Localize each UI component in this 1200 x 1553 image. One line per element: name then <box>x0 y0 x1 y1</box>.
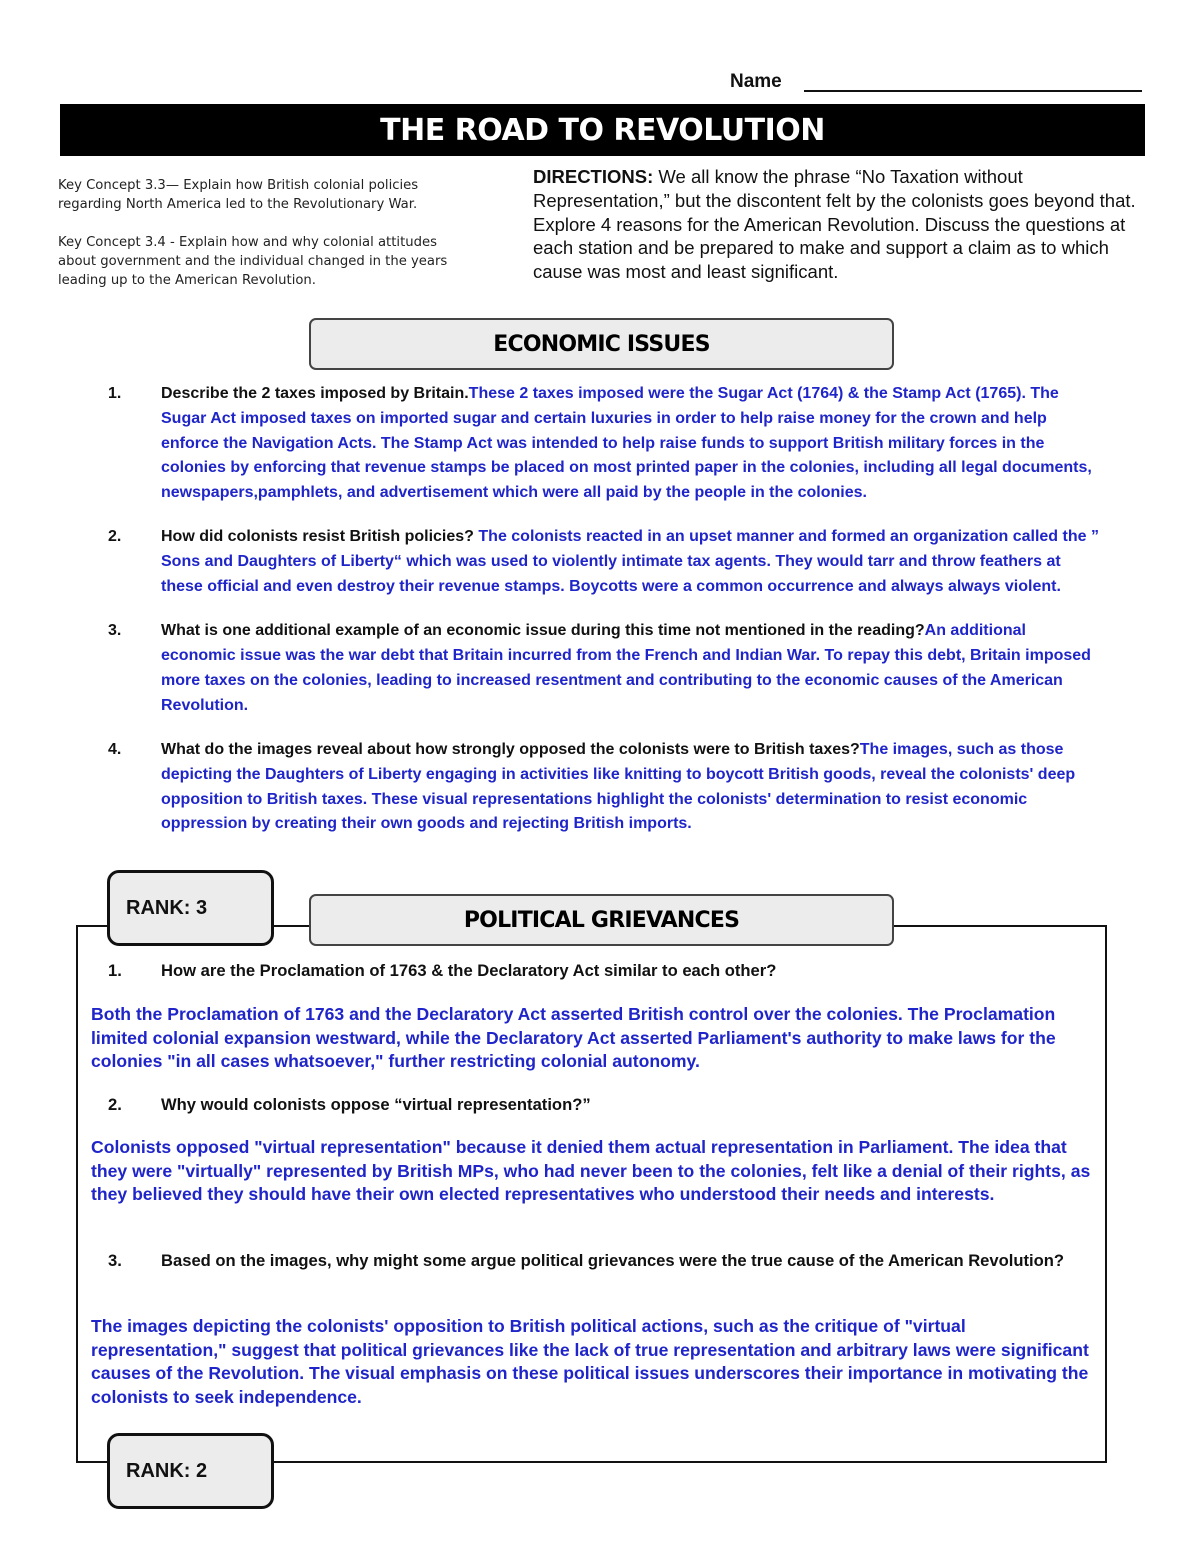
question-text: How are the Proclamation of 1763 & the Declaratory Act similar to each other? <box>161 961 777 980</box>
question-text: Why would colonists oppose “virtual representation?” <box>161 1095 591 1114</box>
political-answer-3: The images depicting the colonists' opposition to British political actions, such as the critique of "virtual representation," suggest that political grievances like the lack of true representation and arbitrary laws were significant causes of the Revolution. The visual emphasis on these political issues underscores their importance in motivating the colonists to seek independence. <box>91 1316 1089 1407</box>
title-bar <box>60 104 1145 156</box>
key-concept-label: Key Concept 3.3 <box>58 178 166 193</box>
question-number: 2. <box>108 528 122 546</box>
political-answer-1: Both the Proclamation of 1763 and the Declaratory Act asserted British control over the colonies. The Proclamation limited colonial expansion westward, while the Declaratory Act asserted Parliament's authority to make laws for the colonies "in all cases whatsoever," further restricting colonial autonomy. <box>91 1004 1056 1071</box>
question-text: What is one additional example of an economic issue during this time not mentioned in the reading? <box>161 622 925 640</box>
key-concept-text: - Explain how and why colonial attitudes about government and the individual changed in the years leading up to the American Revolution. <box>58 235 448 288</box>
economic-rank-box[interactable] <box>107 870 274 946</box>
answer-text: These 2 taxes imposed were the Sugar Act (1764) & the Stamp Act (1765). The Sugar Act imposed taxes on imported sugar and certain luxuries in order to help raise money for the crown and help enforce the Navigation Acts. The Stamp Act was intended to help raise funds to support British military forces in the colonies by enforcing that revenue stamps be placed on most printed paper in the colonies, including all legal documents, newspapers,pamphlets, and advertisement which were all paid by the people in the colonies. <box>161 385 1092 502</box>
political-question-3 <box>60 1249 1100 1272</box>
political-rank: RANK: 2 <box>126 1459 208 1482</box>
name-label: Name <box>730 71 782 92</box>
economic-question-2 <box>60 525 1100 599</box>
economic-question-1 <box>60 382 1100 506</box>
political-question-1 <box>60 959 1100 982</box>
economic-rank: RANK: 3 <box>126 896 208 919</box>
question-text: Based on the images, why might some argue political grievances were the true cause of the American Revolution? <box>161 1251 1065 1270</box>
question-number: 2. <box>108 1095 122 1114</box>
political-answer-2: Colonists opposed "virtual representation" because it denied them actual representation in Parliament. The idea that they were "virtually" represented by British MPs, who had never been to the colonies, felt like a denial of their rights, as they believed they should have their own elected representatives who understood their needs and interests. <box>91 1137 1091 1204</box>
political-grievances-title: POLITICAL GRIEVANCES <box>463 907 740 933</box>
question-number: 3. <box>108 622 122 640</box>
name-field[interactable] <box>730 70 1150 96</box>
question-text: How did colonists resist British policies? <box>161 528 479 546</box>
name-line[interactable] <box>804 90 1142 92</box>
economic-question-4 <box>60 738 1100 837</box>
question-text: What do the images reveal about how strongly opposed the colonists were to British taxes? <box>161 741 860 759</box>
page-title: THE ROAD TO REVOLUTION <box>380 112 825 148</box>
political-question-2 <box>60 1093 1100 1116</box>
economic-issues-title: ECONOMIC ISSUES <box>493 331 710 357</box>
directions-label: DIRECTIONS: <box>533 166 654 187</box>
answer-text: The images, such as those depicting the Daughters of Liberty engaging in activities like knitting to boycott British goods, reveal the colonists' deep opposition to British taxes. These visual representations highlight the colonists' determination to resist economic oppression by creating their own goods and rejecting British imports. <box>161 741 1076 833</box>
key-concepts <box>58 176 478 309</box>
key-concept-text: — Explain how British colonial policies regarding North America led to the Revolutionary War. <box>58 178 419 212</box>
question-number: 3. <box>108 1251 122 1270</box>
answer-text: The colonists reacted in an upset manner and formed an organization called the ” Sons and Daughters of Liberty“ which was used to violently intimate tax agents. They would tarr and throw feathers at these official and even destroy their revenue stamps. Boycotts were a common occurrence and always always violent. <box>161 528 1099 596</box>
political-grievances-header <box>309 894 894 946</box>
question-number: 1. <box>108 961 122 980</box>
answer-text: An additional economic issue was the war debt that Britain incurred from the French and Indian War. To repay this debt, Britain imposed more taxes on the colonies, leading to increased resentment and contributing to the economic causes of the American Revolution. <box>161 622 1091 714</box>
economic-question-3 <box>60 619 1100 718</box>
key-concept-label: Key Concept 3.4 <box>58 235 166 250</box>
question-text: Describe the 2 taxes imposed by Britain. <box>161 385 469 402</box>
directions <box>533 165 1145 284</box>
question-number: 1. <box>108 385 122 402</box>
economic-issues-header <box>309 318 894 370</box>
political-rank-box[interactable] <box>107 1433 274 1509</box>
economic-questions <box>60 382 1100 857</box>
key-concept-3-4 <box>58 233 478 290</box>
directions-text: We all know the phrase “No Taxation without Representation,” but the discontent felt by the colonists goes beyond that. Explore 4 reasons for the American Revolution. Discuss the questions at each station and be prepared to make and support a claim as to which cause was most and least significant. <box>533 166 1136 283</box>
key-concept-3-3 <box>58 176 478 214</box>
question-number: 4. <box>108 741 122 759</box>
